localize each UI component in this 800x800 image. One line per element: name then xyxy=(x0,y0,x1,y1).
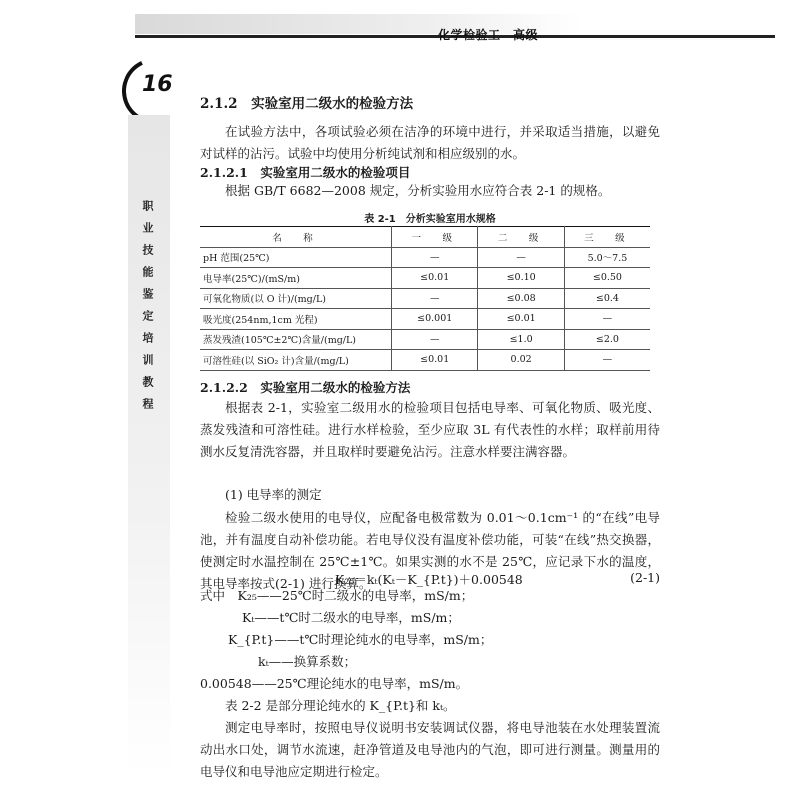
cell: ≤2.0 xyxy=(564,329,650,350)
cell: ≤0.01 xyxy=(392,268,478,289)
header-grade3: 三 级 xyxy=(564,227,650,248)
definition-row xyxy=(258,651,356,673)
definition-desc: ——t℃时二级水的电导率，mS/m； xyxy=(254,610,460,625)
cell: — xyxy=(392,288,478,309)
cell: 可氧化物质(以 O 计)/(mg/L) xyxy=(200,288,392,309)
cell: 5.0～7.5 xyxy=(564,247,650,268)
section-intro: 在试验方法中，各项试验必须在洁净的环境中进行，并采取适当措施，以避免对试样的沾污。试验中均使用分析纯试剂和相应级别的水。 xyxy=(200,124,660,161)
sub1-text: 根据 GB/T 6682—2008 规定，分析实验用水应符合表 2-1 的规格。 xyxy=(225,183,611,198)
definition-desc: ——25℃时二级水的电导率，mS/m； xyxy=(256,588,474,603)
side-title: 职业技能鉴定培训教程 xyxy=(141,200,154,420)
table-caption: 表 2-1 分析实验室用水规格 xyxy=(364,214,496,225)
cell: ≤0.01 xyxy=(392,350,478,371)
item1-text: 检验二级水使用的电导仪，应配备电极常数为 0.01～0.1cm⁻¹ 的“在线”电导池，并有温度自动补偿功能。若电导仪没有温度补偿功能，可装“在线”热交换器，使测定时水温控制在 25℃±1℃。如果实测的水不是 25℃，应记录下水的温度，其电导率按式(2-1) 进行换算。 xyxy=(200,510,660,591)
sub2-title: 2.1.2.2 实验室用二级水的检验方法 xyxy=(200,380,411,395)
cell: ≤0.08 xyxy=(478,288,564,309)
definition-row xyxy=(200,585,473,607)
spec-table xyxy=(200,226,650,371)
header-name: 名 称 xyxy=(200,227,392,248)
definition-desc: ——换算系数； xyxy=(268,654,357,669)
cell: ≤1.0 xyxy=(478,329,564,350)
definition-desc: ——t℃时理论纯水的电导率，mS/m； xyxy=(274,632,493,647)
cell: 电导率(25℃)/(mS/m) xyxy=(200,268,392,289)
sub2-text: 根据表 2-1，实验室二级用水的检验项目包括电导率、可氧化物质、吸光度、蒸发残渣和可溶性硅。进行水样检验，至少应取 3L 有代表性的水样；取样前用待测水反复清洗容器，并且取样时要避免沾污。注意水样要注满容器。 xyxy=(200,400,660,459)
definition-symbol: 0.00548 xyxy=(200,676,252,691)
definition-row xyxy=(200,673,468,695)
page-number: 16 xyxy=(142,72,173,97)
cell: — xyxy=(478,247,564,268)
cell: 蒸发残渣(105℃±2℃)含量/(mg/L) xyxy=(200,329,392,350)
cell: 可溶性硅(以 SiO₂ 计)含量/(mg/L) xyxy=(200,350,392,371)
header-grade2: 二 级 xyxy=(478,227,564,248)
cell: — xyxy=(392,247,478,268)
definition-row xyxy=(228,629,492,651)
table-row xyxy=(200,247,650,268)
definition-symbol: kₜ xyxy=(258,654,269,669)
table-row xyxy=(200,309,650,330)
cell: ≤0.4 xyxy=(564,288,650,309)
table-row xyxy=(200,350,650,371)
definition-desc: ——25℃理论纯水的电导率，mS/m。 xyxy=(251,676,469,691)
cell: ≤0.01 xyxy=(478,309,564,330)
cell: 吸光度(254nm,1cm 光程) xyxy=(200,309,392,330)
cell: ≤0.50 xyxy=(564,268,650,289)
definition-row xyxy=(242,607,460,629)
table-header-row xyxy=(200,227,650,248)
item1-title: (1) 电导率的测定 xyxy=(225,487,322,502)
cell: — xyxy=(564,309,650,330)
closing-paragraph: 测定电导率时，按照电导仪说明书安装调试仪器，将电导池装在水处理装置流动出水口处，调节水流速，赶净管道及电导池内的气泡，即可进行测量。测量用的电导仪和电导池应定期进行检定。 xyxy=(200,720,660,779)
formula-number: (2-1) xyxy=(630,570,660,585)
book-title: 化学检验工 高级 xyxy=(437,28,538,42)
cell: pH 范围(25℃) xyxy=(200,247,392,268)
table-row xyxy=(200,288,650,309)
table-row xyxy=(200,329,650,350)
cell: 0.02 xyxy=(478,350,564,371)
cell: ≤0.10 xyxy=(478,268,564,289)
formula-equation: K₂₅＝kₜ(Kₜ－K_{P.t})＋0.00548 xyxy=(335,572,523,587)
section-title: 2.1.2 实验室用二级水的检验方法 xyxy=(200,96,414,112)
closing-line: 表 2-2 是部分理论纯水的 K_{P.t}和 kₜ。 xyxy=(225,698,456,713)
cell: ≤0.001 xyxy=(392,309,478,330)
definition-symbol: K_{P.t} xyxy=(228,632,275,647)
definition-symbol: 式中 K₂₅ xyxy=(200,588,257,603)
table-row xyxy=(200,268,650,289)
sub1-title: 2.1.2.1 实验室用二级水的检验项目 xyxy=(200,165,411,180)
header-grade1: 一 级 xyxy=(392,227,478,248)
cell: — xyxy=(564,350,650,371)
cell: — xyxy=(392,329,478,350)
definition-symbol: Kₜ xyxy=(242,610,255,625)
